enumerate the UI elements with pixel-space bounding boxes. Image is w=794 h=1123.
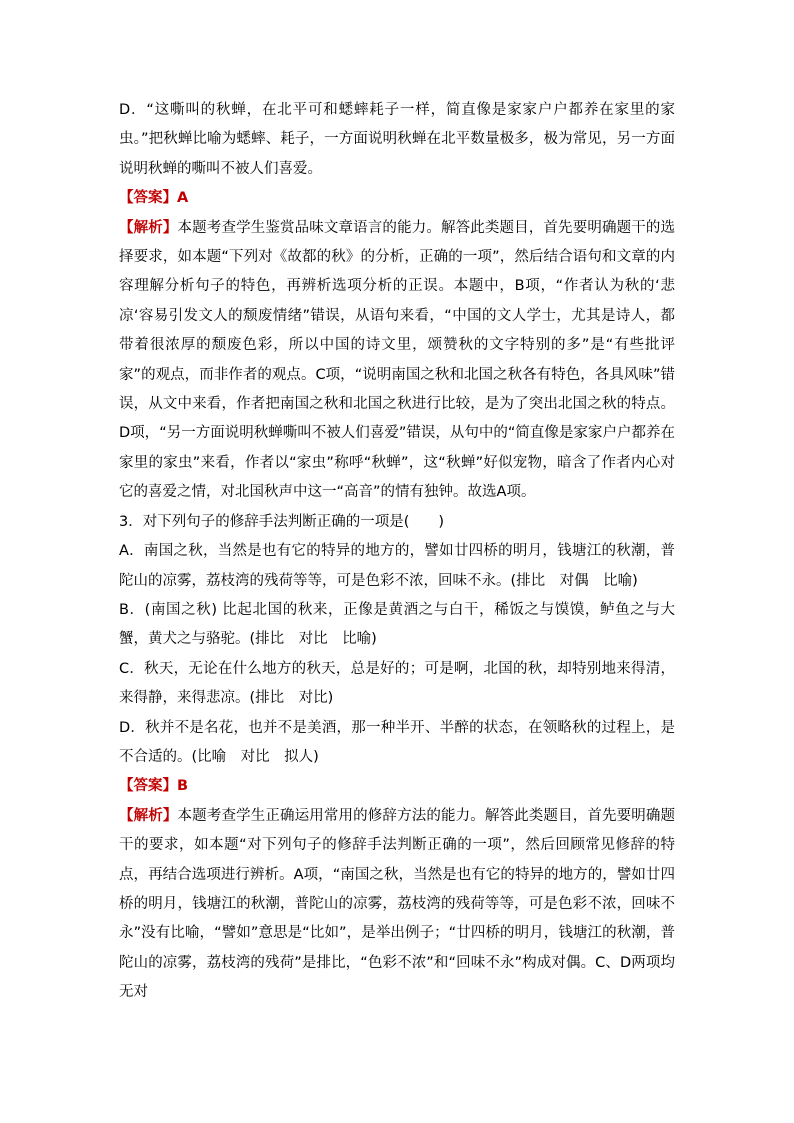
question-text: 3．对下列句子的修辞手法判断正确的一项是( ) — [119, 513, 445, 530]
question-3-option-d — [119, 714, 675, 773]
explanation-tag: 【解析】 — [119, 807, 178, 824]
question-3-option-c — [119, 655, 675, 714]
question-3-option-a — [119, 537, 675, 596]
explanation-text: 本题考查学生鉴赏品味文章语言的能力。解答此类题目，首先要明确题干的选择要求，如本题“下列对《故都的秋》的分析，正确的一项”，然后结合语句和文章的内容理解分析句子的特色，再辨析选项分析的正误。本题中，B项，“作者认为秋的‘悲凉‘容易引发文人的颓废情绪”错误，从语句来看，“中国的文人学士，尤其是诗人，都带着很浓厚的颓废色彩，所以中国的诗文里，颂赞秋的文字特别的多”是“有些批评家”的观点，而非作者的观点。C项，“说明南国之秋和北国之秋各有特色，各具风味”错误，从文中来看，作者把南国之秋和北国之秋进行比较，是为了突出北国之秋的特点。D项，“另一方面说明秋蝉嘶叫不被人们喜爱”错误，从句中的“简直像是家家户户都养在家里的家虫”来看，作者以“家虫”称呼“秋蝉”，这“秋蝉”好似宠物，暗含了作者内心对它的喜爱之情，对北国秋声中这一“高音”的情有独钟。故选A项。 — [119, 219, 676, 501]
option-text: C．秋天，无论在什么地方的秋天，总是好的；可是啊，北国的秋，却特别地来得清，来得静，来得悲凉。(排比 对比) — [119, 660, 675, 707]
explanation-tag: 【解析】 — [119, 219, 178, 236]
option-d-analysis — [119, 96, 675, 184]
question-3 — [119, 508, 675, 537]
question-3-option-b — [119, 596, 675, 655]
answer-value: B — [177, 778, 189, 795]
explanation-1 — [119, 214, 675, 508]
answer-line-1 — [119, 184, 675, 213]
answer-tag: 【答案】 — [119, 190, 177, 207]
explanation-text: 本题考查学生正确运用常用的修辞方法的能力。解答此类题目，首先要明确题干的要求，如本题“对下列句子的修辞手法判断正确的一项”，然后回顾常见修辞的特点，再结合选项进行辨析。A项，“南国之秋，当然是也有它的特异的地方的，譬如廿四桥的明月，钱塘江的秋潮，普陀山的凉雾，荔枝湾的残荷等等，可是色彩不浓，回味不永”没有比喻，“譬如”意思是“比如”，是举出例子；“廿四桥的明月，钱塘江的秋潮，普陀山的凉雾，荔枝湾的残荷”是排比，“色彩不浓”和“回味不永”构成对偶。C、D两项均无对 — [119, 807, 676, 1001]
answer-tag: 【答案】 — [119, 778, 177, 795]
answer-line-2 — [119, 772, 675, 801]
option-text: B．(南国之秋) 比起北国的秋来，正像是黄酒之与白干，稀饭之与馍馍，鲈鱼之与大蟹，黄犬之与骆驼。(排比 对比 比喻) — [119, 601, 675, 648]
option-text: D．秋并不是名花，也并不是美酒，那一种半开、半醉的状态，在领略秋的过程上，是不合适的。(比喻 对比 拟人) — [119, 719, 675, 765]
answer-value: A — [177, 190, 189, 207]
explanation-2 — [119, 802, 675, 1008]
option-text: A．南国之秋，当然是也有它的特异的地方的，譬如廿四桥的明月，钱塘江的秋潮，普陀山的凉雾，荔枝湾的残荷等等，可是色彩不浓，回味不永。(排比 对偶 比喻) — [119, 543, 675, 589]
document-body — [119, 96, 675, 1008]
paragraph-text: D．“这嘶叫的秋蝉，在北平可和蟋蟀耗子一样，简直像是家家户户都养在家里的家虫。”把秋蝉比喻为蟋蟀、耗子，一方面说明秋蝉在北平数量极多，极为常见，另一方面说明秋蝉的嘶叫不被人们喜爱。 — [119, 102, 675, 177]
